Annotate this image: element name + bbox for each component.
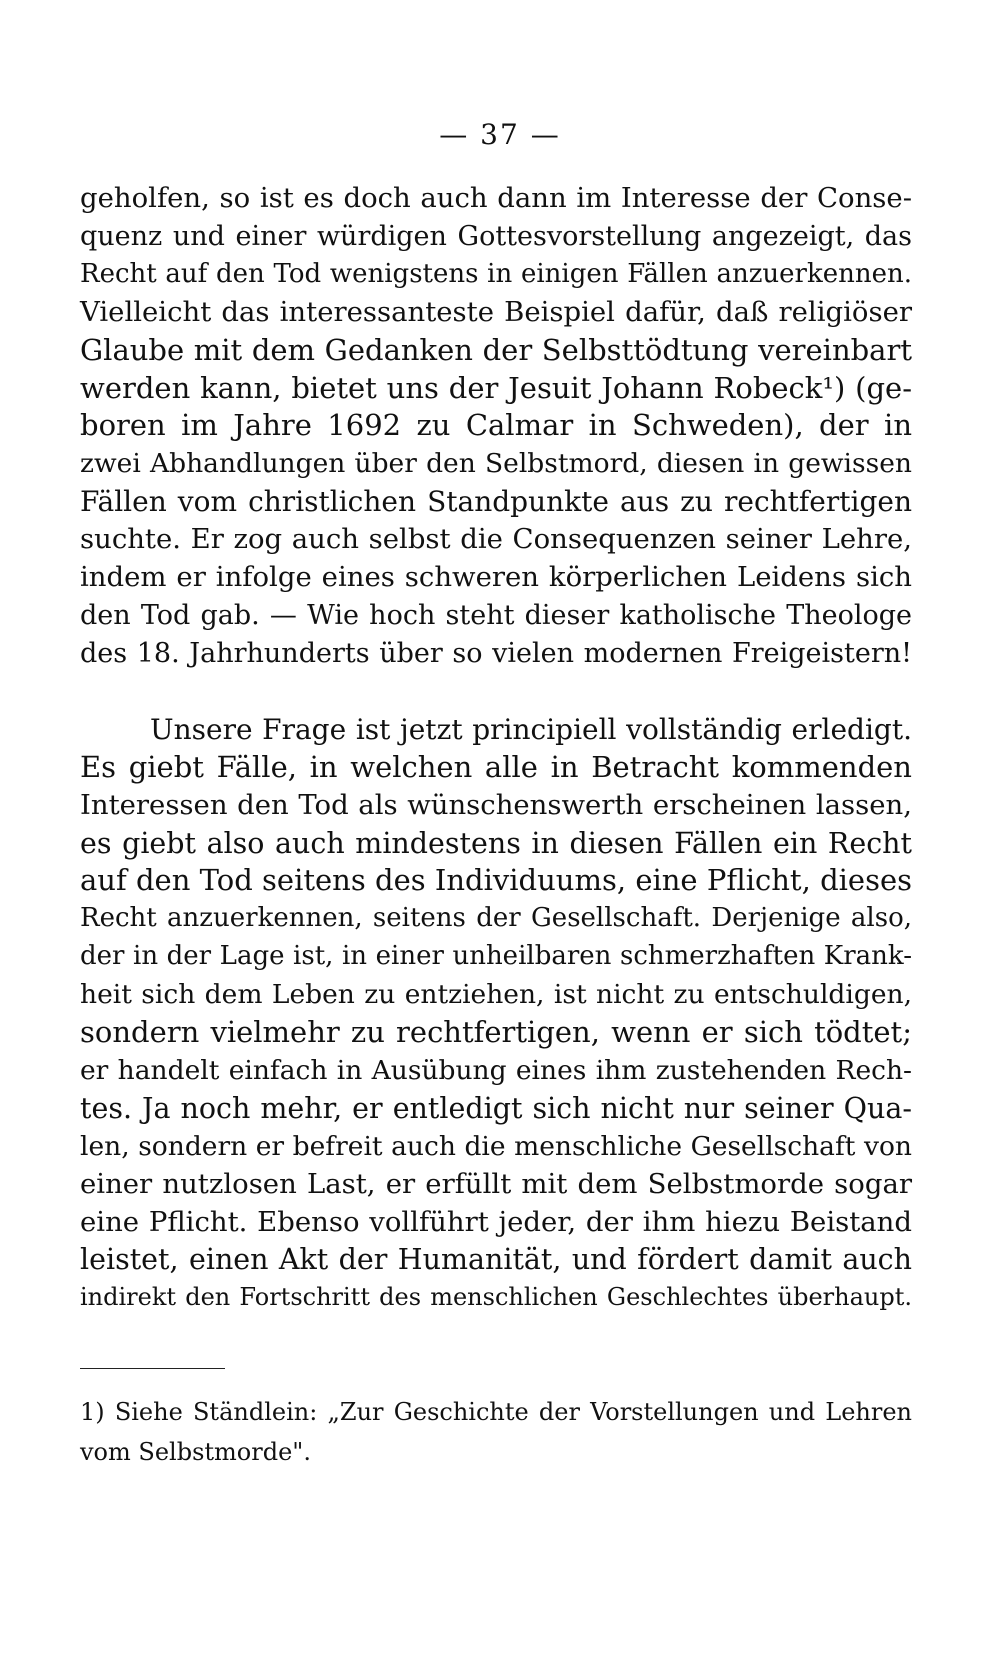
text-line: tes. Ja noch mehr, er entledigt sich nicht nur seiner Qua- bbox=[80, 1091, 912, 1125]
text-line: indem er infolge eines schweren körperlichen Leidens sich bbox=[80, 561, 912, 594]
text-line: heit sich dem Leben zu entziehen, ist nicht zu entschuldigen, bbox=[80, 979, 912, 1011]
text-line: suchte. Er zog auch selbst die Consequenzen seiner Lehre, bbox=[80, 523, 912, 556]
text-line: indirekt den Fortschritt des menschlichen Geschlechtes überhaupt. bbox=[80, 1283, 912, 1312]
text-line: den Tod gab. — Wie hoch steht dieser katholische Theologe bbox=[80, 599, 912, 631]
text-line: auf den Tod seitens des Individuums, eine Pflicht, dieses bbox=[80, 863, 912, 898]
text-line: eine Pflicht. Ebenso vollführt jeder, der ihm hiezu Beistand bbox=[80, 1205, 912, 1238]
main-text bbox=[80, 180, 912, 1317]
text-line: Recht auf den Tod wenigstens in einigen Fällen anzuerkennen. bbox=[80, 258, 912, 289]
text-line: Vielleicht das interessanteste Beispiel dafür, daß religiöser bbox=[80, 295, 912, 328]
paragraph-2 bbox=[80, 711, 912, 1318]
text-line: einer nutzlosen Last, er erfüllt mit dem Selbstmorde sogar bbox=[80, 1167, 912, 1200]
text-line: es giebt also auch mindestens in diesen Fällen ein Recht bbox=[80, 826, 912, 860]
text-line: Es giebt Fälle, in welchen alle in Betracht kommenden bbox=[80, 749, 912, 784]
footnote-line: 1) Siehe Ständlein: „Zur Geschichte der Vorstellungen und Lehren bbox=[80, 1398, 912, 1426]
text-line: geholfen, so ist es doch auch dann im Interesse der Conse- bbox=[80, 182, 912, 214]
text-line: Interessen den Tod als wünschenswerth erscheinen lassen, bbox=[80, 788, 912, 821]
text-line: der in der Lage ist, in einer unheilbaren schmerzhaften Krank- bbox=[80, 941, 912, 972]
text-line: Unsere Frage ist jetzt principiell vollständig erledigt. bbox=[150, 712, 912, 746]
text-line: leistet, einen Akt der Humanität, und fördert damit auch bbox=[80, 1243, 912, 1277]
footnote-line: vom Selbstmorde". bbox=[80, 1438, 311, 1466]
paragraph-gap bbox=[80, 673, 912, 711]
text-line: werden kann, bietet uns der Jesuit Johann Robeck¹) (ge- bbox=[80, 370, 912, 405]
text-line: Glaube mit dem Gedanken der Selbsttödtung vereinbart bbox=[80, 332, 912, 367]
footnote bbox=[80, 1392, 912, 1472]
text-line: Fällen vom christlichen Standpunkte aus zu rechtfertigen bbox=[80, 485, 912, 519]
text-line: sondern vielmehr zu rechtfertigen, wenn er sich tödtet; bbox=[80, 1015, 912, 1050]
footnote-divider bbox=[80, 1368, 225, 1369]
text-line: zwei Abhandlungen über den Selbstmord, diesen in gewissen bbox=[80, 448, 912, 480]
paragraph-1 bbox=[80, 180, 912, 673]
text-line: boren im Jahre 1692 zu Calmar in Schweden), der in bbox=[80, 408, 912, 443]
text-line: des 18. Jahrhunderts über so vielen modernen Freigeistern! bbox=[80, 637, 912, 669]
text-line: er handelt einfach in Ausübung eines ihm zustehenden Rech- bbox=[80, 1054, 912, 1086]
text-line: len, sondern er befreit auch die menschliche Gesellschaft von bbox=[80, 1130, 912, 1162]
text-line: quenz und einer würdigen Gottesvorstellung angezeigt, das bbox=[80, 220, 912, 252]
page-number: — 37 — bbox=[439, 118, 561, 151]
text-line: Recht anzuerkennen, seitens der Gesellschaft. Derjenige also, bbox=[80, 903, 912, 934]
